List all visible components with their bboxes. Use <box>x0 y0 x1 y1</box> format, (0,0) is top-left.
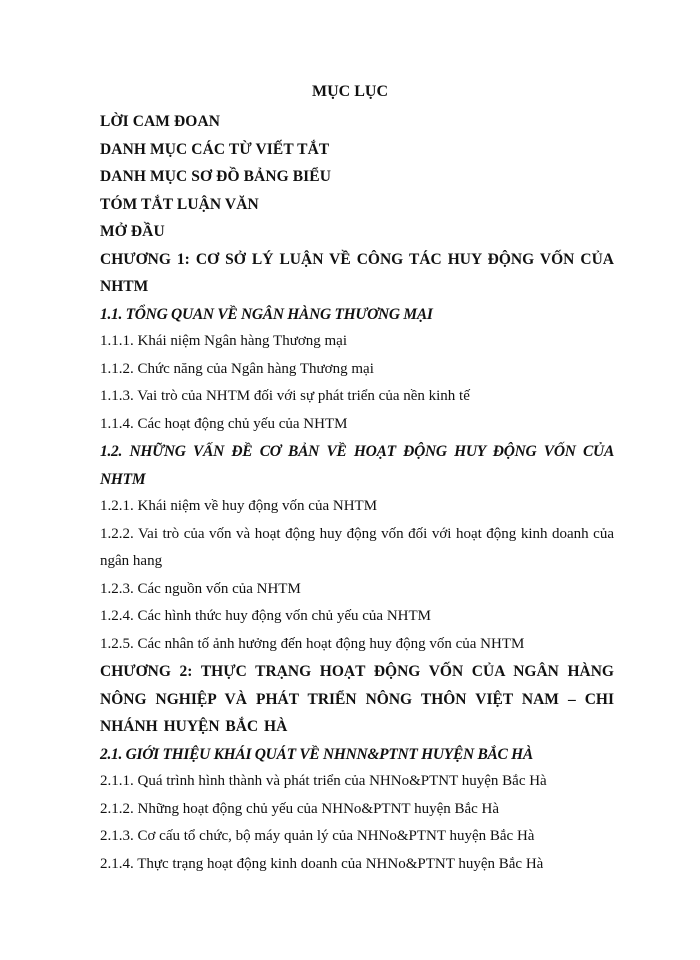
toc-entry: DANH MỤC SƠ ĐỒ BẢNG BIỂU <box>100 168 332 185</box>
toc-section-entry: 1.1. TỔNG QUAN VỀ NGÂN HÀNG THƯƠNG MẠI <box>100 305 433 323</box>
toc-section-entry: 1.2. NHỮNG VẤN ĐỀ CƠ BẢN VỀ HOẠT ĐỘNG HUY ĐỘNG VỐN CỦA NHTM <box>100 443 614 488</box>
toc-subsection-entry: 2.1.1. Quá trình hình thành và phát triển của NHNo&PTNT huyện Bắc Hà <box>100 773 547 789</box>
toc-entry: MỞ ĐẦU <box>100 223 165 240</box>
toc-subsection-entry: 2.1.4. Thực trạng hoạt động kinh doanh của NHNo&PTNT huyện Bắc Hà <box>100 855 544 872</box>
toc-chapter-entry: CHƯƠNG 1: CƠ SỞ LÝ LUẬN VỀ CÔNG TÁC HUY ĐỘNG VỐN CỦA NHTM <box>100 250 614 295</box>
toc-subsection-entry: 1.1.2. Chức năng của Ngân hàng Thương mại <box>100 360 374 377</box>
toc-subsection-entry: 1.2.2. Vai trò của vốn và hoạt động huy động vốn đối với hoạt động kinh doanh của ngân hang <box>100 525 614 569</box>
toc-subsection-entry: 2.1.3. Cơ cấu tổ chức, bộ máy quản lý của NHNo&PTNT huyện Bắc Hà <box>100 828 535 844</box>
toc-subsection-entry: 2.1.2. Những hoạt động chủ yếu của NHNo&PTNT huyện Bắc Hà <box>100 800 500 817</box>
toc-chapter-entry: CHƯƠNG 2: THỰC TRẠNG HOẠT ĐỘNG VỐN CỦA NGÂN HÀNG NÔNG NGHIỆP VÀ PHÁT TRIỂN NÔNG THÔN VIỆT NAM – CHI NHÁNH HUYỆN BẮC HÀ <box>100 663 614 735</box>
toc-entry: LỜI CAM ĐOAN <box>100 113 221 130</box>
toc-entry: DANH MỤC CÁC TỪ VIẾT TẮT <box>100 140 330 158</box>
toc-entry: TÓM TẮT LUẬN VĂN <box>100 195 259 213</box>
toc-subsection-entry: 1.2.4. Các hình thức huy động vốn chủ yếu của NHTM <box>100 608 431 624</box>
toc-list <box>100 108 614 878</box>
toc-title: MỤC LỤC <box>312 83 388 100</box>
toc-section-entry: 2.1. GIỚI THIỆU KHÁI QUÁT VỀ NHNN&PTNT HUYỆN BẮC HÀ <box>100 745 533 763</box>
toc-subsection-entry: 1.2.5. Các nhân tố ảnh hưởng đến hoạt động huy động vốn của NHTM <box>100 635 525 652</box>
toc-subsection-entry: 1.2.3. Các nguồn vốn của NHTM <box>100 580 301 597</box>
toc-subsection-entry: 1.1.1. Khái niệm Ngân hàng Thương mại <box>100 333 347 349</box>
toc-subsection-entry: 1.2.1. Khái niệm về huy động vốn của NHTM <box>100 498 378 514</box>
toc-subsection-entry: 1.1.3. Vai trò của NHTM đối với sự phát triển của nền kinh tế <box>100 388 470 404</box>
toc-subsection-entry: 1.1.4. Các hoạt động chủ yếu của NHTM <box>100 415 348 432</box>
